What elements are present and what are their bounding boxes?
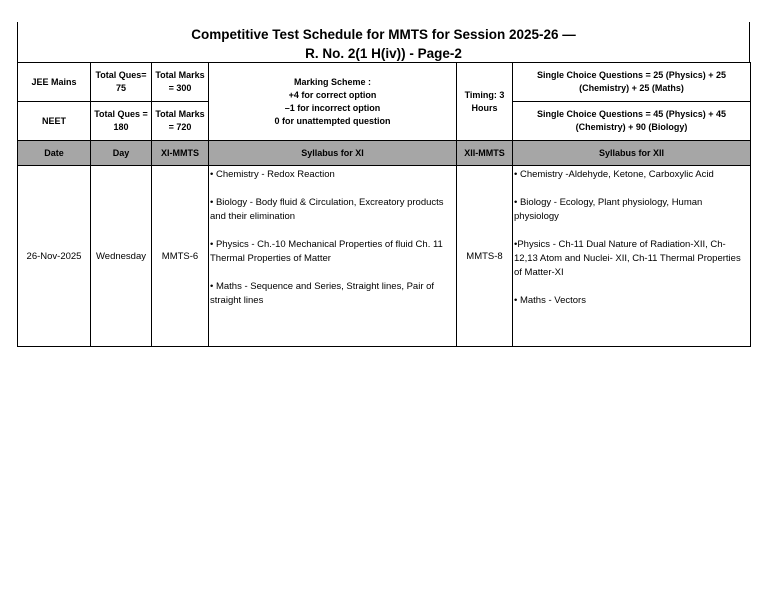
marking-scheme-heading: Marking Scheme : bbox=[293, 76, 372, 87]
jee-exam-label: JEE Mains bbox=[18, 63, 91, 102]
row-syllabus-xii bbox=[513, 166, 751, 347]
syllabus-xi-physics: • Physics - Ch.-10 Mechanical Properties of fluid Ch. 11 Thermal Properties of Matter bbox=[210, 239, 443, 264]
neet-total-marks: Total Marks = 720 bbox=[152, 102, 209, 141]
col-header-xi-mmts: XI-MMTS bbox=[152, 141, 209, 166]
jee-total-marks: Total Marks = 300 bbox=[152, 63, 209, 102]
syllabus-xi-chemistry: • Chemistry - Redox Reaction bbox=[210, 169, 335, 180]
column-header-row bbox=[18, 141, 751, 166]
marking-incorrect: –1 for incorrect option bbox=[284, 102, 381, 113]
col-header-date: Date bbox=[18, 141, 91, 166]
jee-total-questions: Total Ques= 75 bbox=[91, 63, 152, 102]
jee-single-choice: Single Choice Questions = 25 (Physics) + 25 (Chemistry) + 25 (Maths) bbox=[513, 63, 751, 102]
row-date: 26-Nov-2025 bbox=[18, 166, 91, 347]
row-xi-mmts: MMTS-6 bbox=[152, 166, 209, 347]
syllabus-xii-chemistry: • Chemistry -Aldehyde, Ketone, Carboxylic Acid bbox=[514, 169, 714, 180]
row-day: Wednesday bbox=[91, 166, 152, 347]
schedule-sheet bbox=[17, 22, 750, 347]
syllabus-xi-biology: • Biology - Body fluid & Circulation, Excreatory products and their elimination bbox=[210, 197, 444, 222]
syllabus-xi-maths: • Maths - Sequence and Series, Straight lines, Pair of straight lines bbox=[210, 281, 435, 306]
row-xii-mmts: MMTS-8 bbox=[457, 166, 513, 347]
marking-unattempted: 0 for unattempted question bbox=[274, 115, 391, 126]
syllabus-xii-physics: •Physics - Ch-11 Dual Nature of Radiation-XII, Ch-12,13 Atom and Nuclei- XII, Ch-11 Thermal Properties of Matter-XI bbox=[514, 239, 741, 278]
neet-exam-label: NEET bbox=[18, 102, 91, 141]
col-header-day: Day bbox=[91, 141, 152, 166]
title-block bbox=[17, 22, 750, 62]
timing-cell bbox=[457, 63, 513, 141]
neet-single-choice: Single Choice Questions = 45 (Physics) + 45 (Chemistry) + 90 (Biology) bbox=[513, 102, 751, 141]
syllabus-xii-maths: • Maths - Vectors bbox=[514, 295, 586, 306]
title-line-1: Competitive Test Schedule for MMTS for Session 2025-26 — bbox=[191, 27, 576, 42]
row-syllabus-xi bbox=[209, 166, 457, 347]
marking-scheme-cell bbox=[209, 63, 457, 141]
table-row bbox=[18, 166, 751, 347]
marking-correct: +4 for correct option bbox=[288, 89, 377, 100]
col-header-syllabus-xi: Syllabus for XI bbox=[209, 141, 457, 166]
col-header-syllabus-xii: Syllabus for XII bbox=[513, 141, 751, 166]
title-line-2: R. No. 2(1 H(iv)) - Page-2 bbox=[305, 46, 462, 61]
neet-total-questions: Total Ques = 180 bbox=[91, 102, 152, 141]
syllabus-xii-biology: • Biology - Ecology, Plant physiology, Human physiology bbox=[514, 197, 703, 222]
timing-line-2: Hours bbox=[471, 102, 498, 113]
col-header-xii-mmts: XII-MMTS bbox=[457, 141, 513, 166]
jee-info-row bbox=[18, 63, 751, 102]
schedule-table bbox=[17, 62, 751, 347]
timing-line-1: Timing: 3 bbox=[464, 89, 505, 100]
